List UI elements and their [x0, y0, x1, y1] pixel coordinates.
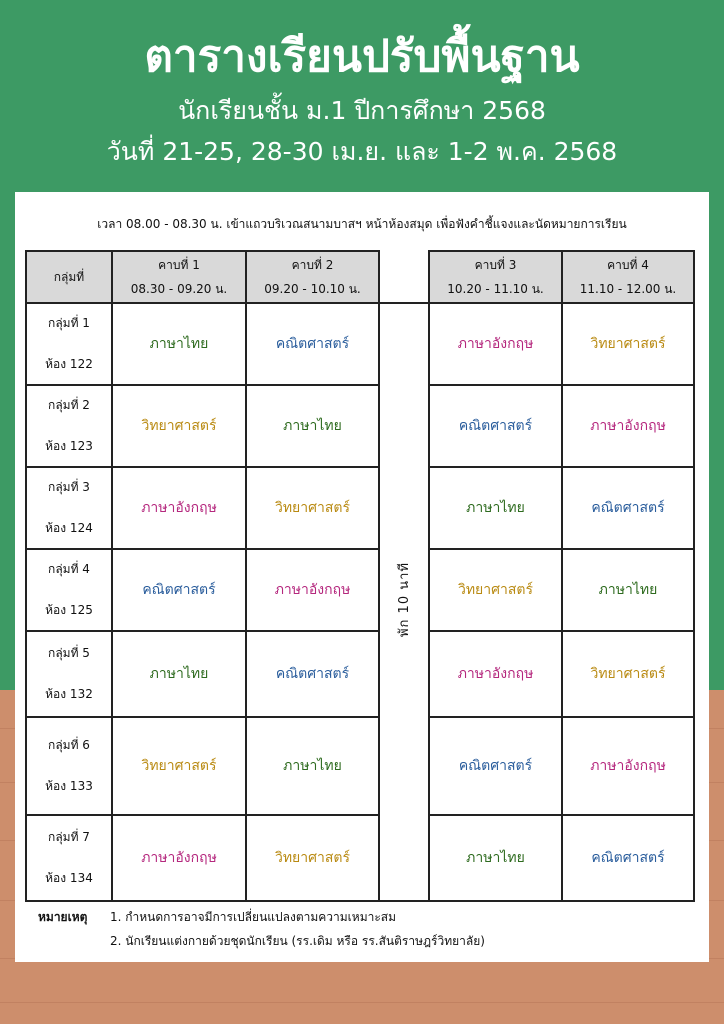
schedule-table	[25, 250, 695, 902]
room-label: ห้อง 123	[45, 439, 93, 453]
subject-cell: คณิตศาสตร์	[429, 385, 562, 467]
subject-cell: ภาษาอังกฤษ	[112, 815, 246, 901]
notes-label: หมายเหตุ	[38, 910, 88, 924]
table-row	[26, 303, 694, 385]
subject-cell: ภาษาไทย	[246, 385, 379, 467]
subject-cell: วิทยาศาสตร์	[429, 549, 562, 631]
subject-cell: ภาษาไทย	[429, 815, 562, 901]
group-label: กลุ่มที่ 4	[48, 562, 90, 576]
period-2-header: คาบที่ 2 09.20 - 10.10 น.	[246, 251, 379, 303]
subject-cell: ภาษาอังกฤษ	[429, 303, 562, 385]
table-row	[26, 467, 694, 549]
subject-cell: ภาษาอังกฤษ	[246, 549, 379, 631]
notes-section	[38, 905, 485, 953]
group-cell	[26, 815, 112, 901]
period-1-header: คาบที่ 1 08.30 - 09.20 น.	[112, 251, 246, 303]
subject-cell: คณิตศาสตร์	[112, 549, 246, 631]
subject-cell: ภาษาไทย	[246, 717, 379, 815]
group-cell	[26, 467, 112, 549]
period-4-header: คาบที่ 4 11.10 - 12.00 น.	[562, 251, 694, 303]
group-cell	[26, 631, 112, 717]
room-label: ห้อง 132	[45, 687, 93, 701]
group-cell	[26, 385, 112, 467]
subject-cell: วิทยาศาสตร์	[562, 303, 694, 385]
subject-cell: คณิตศาสตร์	[562, 467, 694, 549]
break-column	[379, 303, 429, 901]
group-cell	[26, 717, 112, 815]
subject-cell: คณิตศาสตร์	[562, 815, 694, 901]
page-title: ตารางเรียนปรับพื้นฐาน	[144, 31, 580, 82]
group-label: กลุ่มที่ 6	[48, 738, 90, 752]
subject-cell: คณิตศาสตร์	[429, 717, 562, 815]
subject-cell: วิทยาศาสตร์	[246, 815, 379, 901]
room-label: ห้อง 133	[45, 779, 93, 793]
subject-cell: ภาษาอังกฤษ	[562, 385, 694, 467]
room-label: ห้อง 124	[45, 521, 93, 535]
group-label: กลุ่มที่ 3	[48, 480, 90, 494]
group-column-header: กลุ่มที่	[26, 251, 112, 303]
subject-cell: ภาษาไทย	[562, 549, 694, 631]
break-label: พัก 10 นาที	[396, 562, 412, 638]
break-gap-header	[379, 251, 429, 303]
room-label: ห้อง 134	[45, 871, 93, 885]
subject-cell: ภาษาอังกฤษ	[112, 467, 246, 549]
group-label: กลุ่มที่ 7	[48, 830, 90, 844]
room-label: ห้อง 122	[45, 357, 93, 371]
instruction-text: เวลา 08.00 - 08.30 น. เข้าแถวบริเวณสนามบาสฯ หน้าห้องสมุด เพื่อฟังคำชี้แจงและนัดหมายการเรียน	[97, 217, 627, 231]
subject-cell: วิทยาศาสตร์	[112, 385, 246, 467]
group-cell	[26, 549, 112, 631]
subject-cell: ภาษาอังกฤษ	[562, 717, 694, 815]
table-row	[26, 631, 694, 717]
subject-cell: คณิตศาสตร์	[246, 631, 379, 717]
date-range: วันที่ 21-25, 28-30 เม.ย. และ 1-2 พ.ค. 2568	[106, 137, 618, 166]
note-item-2: 2. นักเรียนแต่งกายด้วยชุดนักเรียน (รร.เดิม หรือ รร.สันติราษฎร์วิทยาลัย)	[110, 934, 485, 948]
subject-cell: วิทยาศาสตร์	[246, 467, 379, 549]
subject-cell: คณิตศาสตร์	[246, 303, 379, 385]
subject-cell: ภาษาไทย	[112, 631, 246, 717]
subject-cell: ภาษาอังกฤษ	[429, 631, 562, 717]
group-label: กลุ่มที่ 5	[48, 646, 90, 660]
table-header-row	[26, 251, 694, 303]
subject-cell: ภาษาไทย	[429, 467, 562, 549]
note-item-1: หมายเหตุ 1. กำหนดการอาจมีการเปลี่ยนแปลงตามความเหมาะสม	[38, 905, 485, 929]
group-cell	[26, 303, 112, 385]
period-3-header: คาบที่ 3 10.20 - 11.10 น.	[429, 251, 562, 303]
page-subtitle: นักเรียนชั้น ม.1 ปีการศึกษา 2568	[178, 96, 546, 125]
table-row	[26, 385, 694, 467]
table-row	[26, 549, 694, 631]
table-row	[26, 815, 694, 901]
group-label: กลุ่มที่ 1	[48, 316, 90, 330]
group-label: กลุ่มที่ 2	[48, 398, 90, 412]
subject-cell: วิทยาศาสตร์	[112, 717, 246, 815]
subject-cell: ภาษาไทย	[112, 303, 246, 385]
table-row	[26, 717, 694, 815]
subject-cell: วิทยาศาสตร์	[562, 631, 694, 717]
room-label: ห้อง 125	[45, 603, 93, 617]
